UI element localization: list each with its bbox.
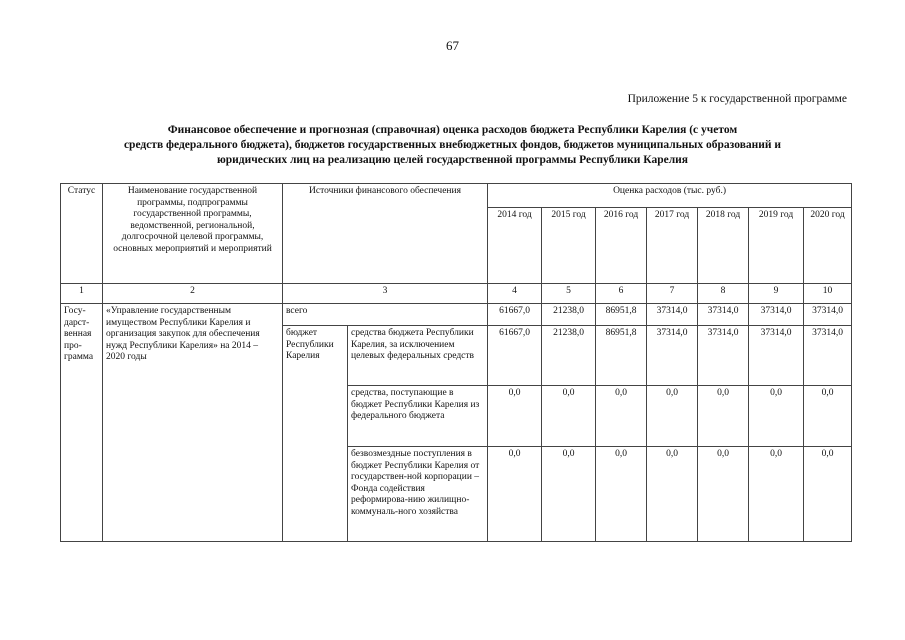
value-cell: 37314,0 — [804, 326, 852, 386]
source-label: средства бюджета Республики Карелия, за исключением целевых федеральных средств — [348, 326, 488, 386]
value-cell: 0,0 — [804, 386, 852, 447]
value-cell: 37314,0 — [647, 326, 698, 386]
value-cell: 0,0 — [749, 447, 804, 542]
year-header: 2014 год — [488, 208, 542, 284]
value-cell: 0,0 — [804, 447, 852, 542]
source-label: средства, поступающие в бюджет Республики Карелия из федерального бюджета — [348, 386, 488, 447]
value-cell: 37314,0 — [698, 304, 749, 326]
title-line-2: средств федерального бюджета), бюджетов государственных внебюджетных фондов, бюджетов муниципальных образований и — [123, 139, 782, 151]
value-cell: 0,0 — [698, 386, 749, 447]
document-title — [60, 123, 845, 168]
title-line-3: юридических лиц на реализацию целей государственной программы Республики Карелия — [216, 154, 688, 166]
value-cell: 21238,0 — [542, 304, 596, 326]
column-number: 4 — [488, 284, 542, 304]
year-header: 2015 год — [542, 208, 596, 284]
value-cell: 0,0 — [542, 386, 596, 447]
value-cell: 0,0 — [542, 447, 596, 542]
column-number: 7 — [647, 284, 698, 304]
column-number: 6 — [596, 284, 647, 304]
column-number: 8 — [698, 284, 749, 304]
appendix-label: Приложение 5 к государственной программе — [627, 93, 847, 105]
value-cell: 86951,8 — [596, 304, 647, 326]
header-estimate: Оценка расходов (тыс. руб.) — [488, 184, 852, 208]
value-cell: 37314,0 — [647, 304, 698, 326]
value-cell: 61667,0 — [488, 304, 542, 326]
program-name-cell: «Управление государственным имуществом Республики Карелия и организация закупок для обеспечения нужд Республики Карелия» на 2014 – 2020 годы — [103, 304, 283, 542]
title-line-1: Финансовое обеспечение и прогнозная (справочная) оценка расходов бюджета Республики Карелия (с учетом — [167, 124, 738, 136]
year-header: 2017 год — [647, 208, 698, 284]
value-cell: 0,0 — [596, 447, 647, 542]
column-number: 3 — [283, 284, 488, 304]
year-header: 2019 год — [749, 208, 804, 284]
total-label: всего — [283, 304, 488, 326]
column-number: 10 — [804, 284, 852, 304]
value-cell: 37314,0 — [749, 304, 804, 326]
value-cell: 37314,0 — [698, 326, 749, 386]
value-cell: 86951,8 — [596, 326, 647, 386]
year-header: 2018 год — [698, 208, 749, 284]
total-row — [61, 304, 852, 326]
year-header: 2020 год — [804, 208, 852, 284]
page-number: 67 — [446, 38, 459, 53]
source-label: безвозмездные поступления в бюджет Республики Карелия от государствен-ной корпорации – Фонда содействия реформирова-нию жилищно-коммуналь-ного хозяйства — [348, 447, 488, 542]
column-number: 1 — [61, 284, 103, 304]
financing-table — [60, 183, 852, 542]
column-number: 5 — [542, 284, 596, 304]
value-cell: 0,0 — [749, 386, 804, 447]
header-row — [61, 184, 852, 208]
value-cell: 0,0 — [647, 386, 698, 447]
value-cell: 0,0 — [596, 386, 647, 447]
status-cell: Госу-дарст-венная про-грамма — [61, 304, 103, 542]
header-status: Статус — [61, 184, 103, 284]
column-number: 9 — [749, 284, 804, 304]
value-cell: 0,0 — [488, 447, 542, 542]
value-cell: 0,0 — [698, 447, 749, 542]
budget-label: бюджет Республики Карелия — [283, 326, 348, 542]
value-cell: 61667,0 — [488, 326, 542, 386]
value-cell: 21238,0 — [542, 326, 596, 386]
value-cell: 0,0 — [488, 386, 542, 447]
year-header: 2016 год — [596, 208, 647, 284]
value-cell: 0,0 — [647, 447, 698, 542]
header-sources: Источники финансового обеспечения — [283, 184, 488, 284]
header-name: Наименование государственной программы, подпрограммы государственной программы, ведомственной, региональной, долгосрочной целевой программы, основных мероприятий и мероприятий — [103, 184, 283, 284]
value-cell: 37314,0 — [804, 304, 852, 326]
column-number-row — [61, 284, 852, 304]
column-number: 2 — [103, 284, 283, 304]
value-cell: 37314,0 — [749, 326, 804, 386]
